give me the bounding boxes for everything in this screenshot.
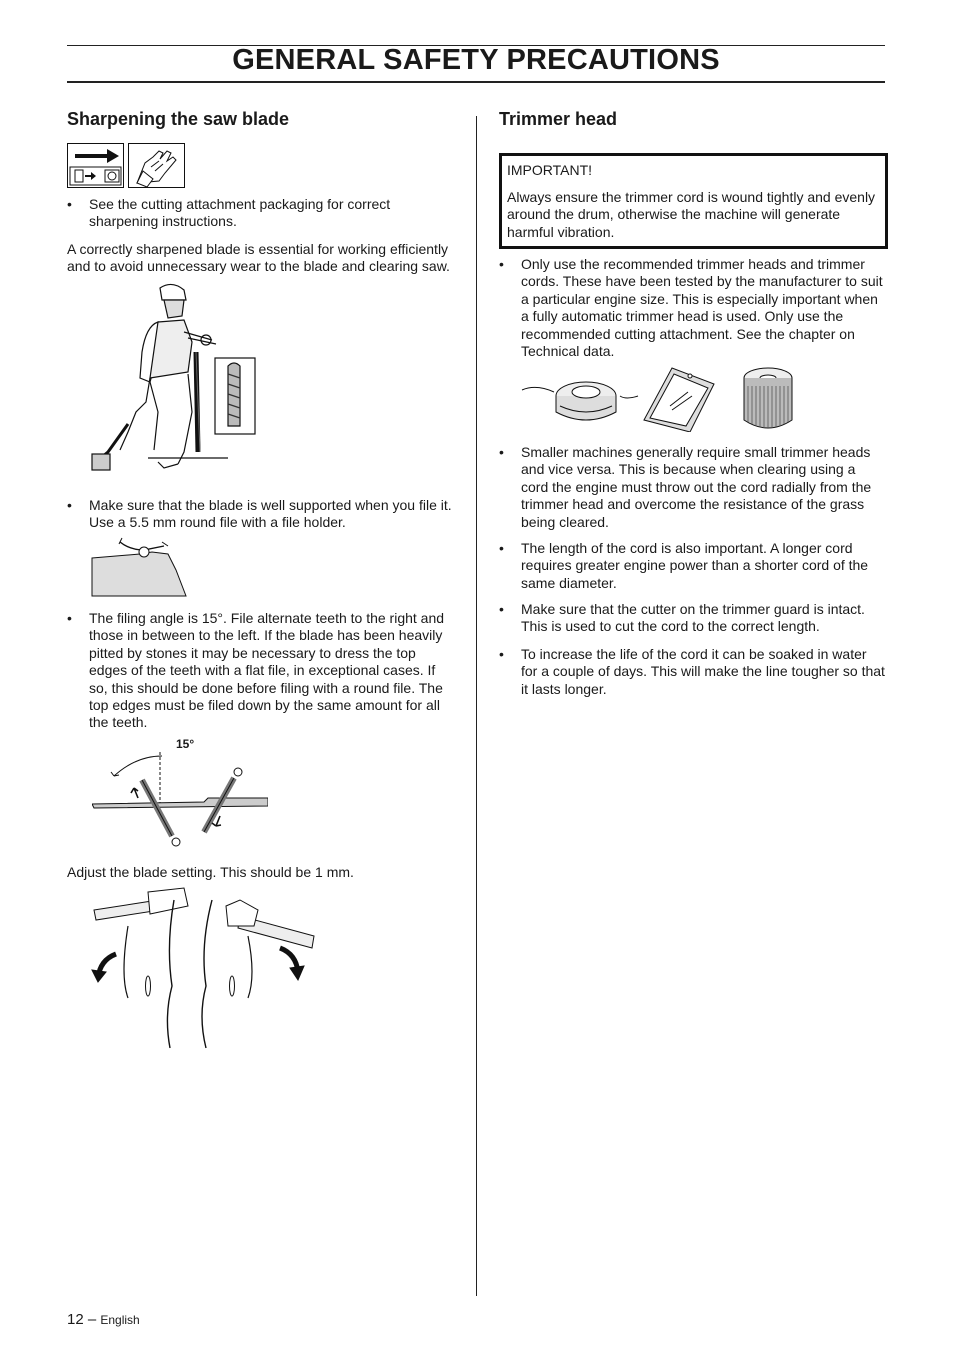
bullet-dot: • [499,256,504,272]
bullet-dot: • [499,646,504,662]
angle-label: 15° [176,737,195,751]
filing-angle-diagram [92,736,268,854]
person-filing-blade-illustration [88,282,260,486]
bullet-dot: • [67,497,72,513]
column-divider [476,116,477,1296]
right-bullet-3 [499,540,885,592]
bullet-text: Make sure that the cutter on the trimmer guard is intact. This is used to cut the cord to the correct length. [521,601,865,635]
important-title: IMPORTANT! [507,162,593,178]
blade-setting-illustration [88,886,320,1052]
right-bullet-5 [499,646,885,698]
bullet-dot: • [499,601,504,617]
left-heading: Sharpening the saw blade [67,109,290,129]
bullet-text: Smaller machines generally require small trimmer heads and vice versa. This is because when clearing using a cord the engine must throw out the cord radially from the trimmer head and overcome the resistance of the grass being cleared. [521,444,872,530]
right-bullet-2 [499,444,885,531]
bullet-text: See the cutting attachment packaging for correct sharpening instructions. [89,196,391,230]
left-paragraph-1: A correctly sharpened blade is essential for working efficiently and to avoid unnecessary wear to the blade and clearing saw. [67,241,450,275]
important-text: Always ensure the trimmer cord is wound tightly and evenly around the drum, otherwise the machine will generate harmful vibration. [507,189,876,240]
bullet-text: Make sure that the blade is well supported when you file it. Use a 5.5 mm round file with a file holder. [89,497,452,531]
left-bullet-2 [67,497,452,532]
right-bullet-1 [499,256,885,360]
bullet-text: To increase the life of the cord it can be soaked in water for a couple of days. This will make the line tougher so that it lasts longer. [521,646,885,697]
bullet-text: The length of the cord is also important. A longer cord requires greater engine power than a shorter cord of the same diameter. [521,540,869,591]
bullet-text: The filing angle is 15°. File alternate teeth to the right and those in between to the left. If the blade has been heavily pitted by stones it may be necessary to dress the top edges of the teeth with a flat file, in exceptional cases. If so, this should be done before filing with a round file. The top edges must be filed down by the same amount for all the teeth. [89,610,445,731]
bullet-dot: • [67,610,72,626]
important-notice-box [499,153,888,249]
right-bullet-4 [499,601,885,636]
page-footer [67,1311,140,1328]
left-bullet-1 [67,196,452,231]
left-bullet-3 [67,610,452,732]
read-manual-gloves-icon [67,143,187,189]
filing-angle-graphic [92,736,268,854]
trimmer-heads-and-cord-illustration [520,366,796,432]
footer-language: English [100,1313,140,1327]
page-title: GENERAL SAFETY PRECAUTIONS [232,44,720,76]
left-paragraph-2: Adjust the blade setting. This should be 1 mm. [67,864,354,880]
bullet-dot: • [499,444,504,460]
bullet-dot: • [67,196,72,212]
title-underline [67,81,885,83]
bullet-text: Only use the recommended trimmer heads and trimmer cords. These have been tested by the manufacturer to suit a particular engine size. This is especially important when a fully automatic trimmer head is used. Only use the recommended cutting attachment. See the chapter on Technical data. [521,256,883,360]
right-heading: Trimmer head [499,109,618,129]
file-holder-illustration [90,536,190,600]
bullet-dot: • [499,540,504,556]
page-number: 12 – [67,1311,97,1328]
